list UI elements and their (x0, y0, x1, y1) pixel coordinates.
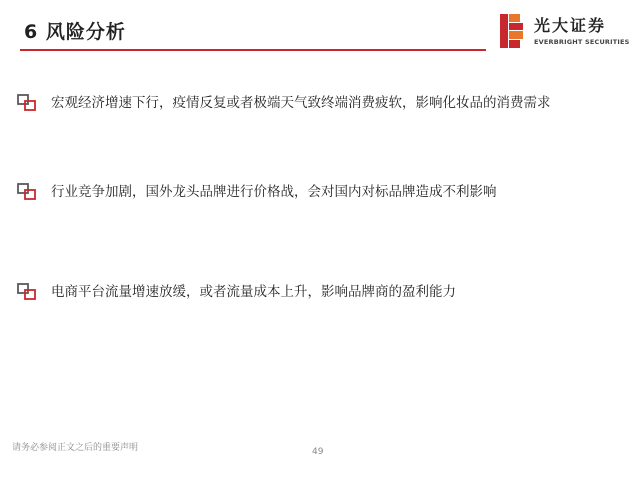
logo-text-cn: 光大证券 (534, 16, 607, 35)
page-number: 49 (312, 447, 324, 457)
footer-disclaimer: 请务必参阅正文之后的重要声明 (12, 443, 139, 453)
page-title: 6 风险分析 (24, 21, 126, 43)
title-divider (20, 49, 486, 51)
logo-text-en: EVERBRIGHT SECURITIES (534, 38, 630, 46)
square-bullet-icon (17, 94, 36, 111)
risk-item-text: 宏观经济增速下行，疫情反复或者极端天气致终端消费疲软，影响化妆品的消费需求 (51, 95, 551, 111)
risk-item-text: 电商平台流量增速放缓，或者流量成本上升，影响品牌商的盈利能力 (51, 284, 456, 300)
risk-item-1 (17, 92, 597, 116)
risk-item-2 (17, 181, 597, 205)
square-bullet-icon (17, 183, 36, 200)
everbright-logo-icon (500, 14, 526, 48)
company-logo (500, 14, 630, 50)
risk-item-3 (17, 281, 597, 305)
square-bullet-icon (17, 283, 36, 300)
risk-item-text: 行业竞争加剧，国外龙头品牌进行价格战，会对国内对标品牌造成不利影响 (51, 184, 497, 200)
